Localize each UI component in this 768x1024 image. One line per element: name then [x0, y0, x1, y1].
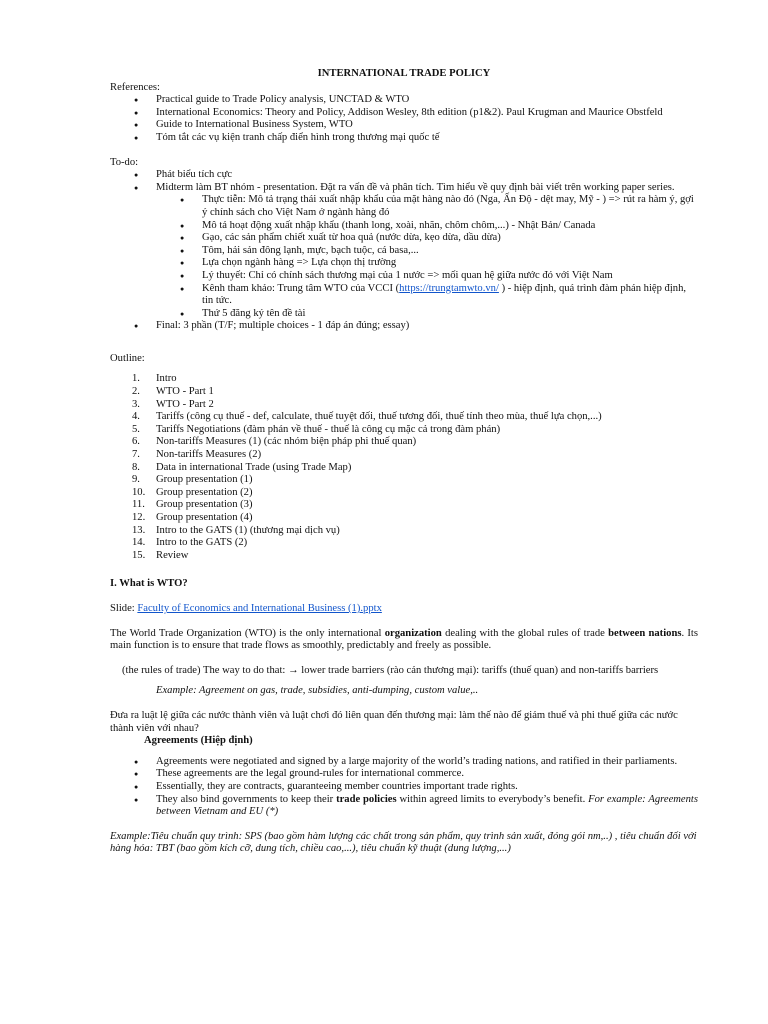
list-item: ● Tóm tắt các vụ kiện tranh chấp điển hình trong thương mại quốc tế	[110, 132, 698, 145]
agreements-list	[110, 756, 698, 819]
text-run: The World Trade Organization (WTO) is the only international	[110, 627, 385, 639]
references-heading: References:	[110, 81, 160, 93]
list-item: ● Agreements were negotiated and signed by a large majority of the world’s trading nations, and ratified in their parliaments.	[110, 756, 698, 769]
outline-item	[110, 411, 698, 424]
text-run: They also bind governments to keep their	[156, 793, 337, 805]
reference-channel-text: Kênh tham khảo: Trung tâm WTO của VCCI (	[202, 282, 400, 294]
text-run-bold: between nations	[608, 627, 682, 639]
outline-number: 1.	[132, 373, 140, 385]
list-item: ● Gạo, các sản phẩm chiết xuất từ hoa quả (nước dừa, kẹo dừa, dầu dừa)	[110, 232, 698, 245]
outline-number: 14.	[132, 537, 146, 549]
list-item: ● Thứ 5 đăng ký tên đề tài	[110, 308, 698, 321]
outline-text: Group presentation (2)	[156, 486, 253, 498]
list-item: ● Final: 3 phần (T/F; multiple choices - 1 đáp án đúng; essay)	[110, 320, 698, 333]
outline-number: 15.	[132, 549, 146, 561]
outline-text: Group presentation (4)	[156, 512, 253, 523]
example-standards: Example:Tiêu chuẩn quy trình: SPS (bao gồm hàm lượng các chất trong sản phẩm, quy trình sản xuất, đóng gói nm,..) , tiêu chuẩn đối với hàng hóa: TBT (bao gồm kích cỡ, dung tích, chiều cao,...), tiêu chuẩn kỹ thuật (dung lượng,...)	[110, 830, 697, 855]
list-item: ● Essentially, they are contracts, guaranteeing member countries important trade rights.	[110, 781, 698, 794]
trungtamwto-link[interactable]: https://trungtamwto.vn/	[399, 282, 499, 294]
outline-text: Intro to the GATS (1) (thương mại dịch vụ)	[156, 524, 340, 536]
todo-midterm-text: Midterm làm BT nhóm - presentation. Đặt ra vấn đề và phân tích. Tìm hiểu về quy định bài viết trên working paper series.	[156, 181, 675, 193]
slide-file-link[interactable]: Faculty of Economics and International Business (1).pptx	[137, 602, 382, 614]
outline-text: Group presentation (1)	[156, 474, 253, 486]
outline-text: WTO - Part 1	[156, 386, 214, 398]
agreements-heading: Agreements (Hiệp định)	[144, 735, 253, 747]
outline-number: 11.	[132, 499, 145, 511]
outline-item	[110, 436, 698, 449]
outline-number: 2.	[132, 386, 140, 398]
outline-item	[110, 525, 698, 538]
document-title: INTERNATIONAL TRADE POLICY	[317, 68, 491, 79]
outline-number: 12.	[132, 512, 146, 523]
text-run: within agreed limits to everybody’s benefit.	[396, 793, 589, 805]
outline-item	[110, 550, 698, 563]
outline-number: 5.	[132, 423, 140, 435]
list-item: ● Lựa chọn ngành hàng => Lựa chọn thị trường	[110, 257, 698, 270]
outline-number: 6.	[132, 436, 140, 448]
outline-text: Non-tariffs Measures (1) (các nhóm biện pháp phi thuế quan)	[156, 436, 417, 448]
outline-number: 4.	[132, 411, 140, 423]
todo-list	[110, 169, 698, 194]
slide-reference	[110, 603, 698, 616]
outline-number: 13.	[132, 524, 146, 536]
outline-item	[110, 462, 698, 475]
outline-text: Group presentation (3)	[156, 499, 253, 511]
list-item: ● International Economics: Theory and Policy, Addison Wesley, 8th edition (p1&2). Paul Krugman and Maurice Obstfeld	[110, 107, 698, 120]
outline-text: Tariffs Negotiations (đàm phán về thuế - thuế là công cụ mặc cả trong đàm phán)	[156, 423, 501, 435]
text-run-bold: organization	[384, 627, 442, 639]
outline-item	[110, 373, 698, 386]
list-item: ● Tôm, hải sản đông lạnh, mực, bạch tuộc, cá basa,...	[110, 245, 698, 258]
list-item: ● Phát biểu tích cực	[110, 169, 698, 182]
section-heading-what-is-wto: I. What is WTO?	[110, 578, 188, 590]
outline-item	[110, 449, 698, 462]
text-run: dealing with the global rules of trade	[441, 627, 609, 639]
list-item	[110, 182, 698, 195]
list-item: ● Thực tiễn: Mô tả trạng thái xuất nhập khẩu của mặt hàng nào đó (Nga, Ấn Độ - dệt may, Mỹ - ) => rút ra hàm ý, gợi ý chính sách cho Việt Nam ở ngành hàng đó	[110, 194, 698, 219]
list-item	[110, 283, 698, 308]
outline-item	[110, 499, 698, 512]
example-agreements: Example: Agreement on gas, trade, subsidies, anti-dumping, custom value,..	[156, 685, 479, 697]
list-item	[110, 794, 698, 819]
outline-text: Intro	[156, 373, 177, 385]
outline-text: Review	[156, 549, 189, 561]
list-item: ● Lý thuyết: Chỉ có chính sách thương mại của 1 nước => mối quan hệ giữa nước đó với Việt Nam	[110, 270, 698, 283]
outline-item	[110, 386, 698, 399]
todo-heading: To-do:	[110, 156, 139, 168]
text-run-italic: For example: Agreements between Vietnam and EU (*)	[156, 793, 698, 818]
list-item: ● These agreements are the legal ground-rules for international commerce.	[110, 768, 698, 781]
rules-question-paragraph: Đưa ra luật lệ giữa các nước thành viên và luật chơi đó liên quan đến thương mại: làm thế nào để giảm thuế và phi thuế giữa các nước thành viên với nhau?	[110, 709, 678, 734]
references-list	[110, 94, 698, 144]
outline-list	[110, 373, 698, 562]
outline-text: Intro to the GATS (2)	[156, 537, 248, 549]
outline-text: Non-tariffs Measures (2)	[156, 449, 262, 461]
slide-label: Slide:	[110, 602, 138, 614]
list-item: ● Mô tả hoạt động xuất nhập khẩu (thanh long, xoài, nhãn, chôm chôm,...) - Nhật Bản/ Canada	[110, 220, 698, 233]
outline-number: 3.	[132, 398, 140, 410]
outline-item	[110, 487, 698, 500]
trade-rules-paragraph: (the rules of trade) The way to do that: → lower trade barriers (rào cản thương mại): tariffs (thuế quan) and non-tariffs barriers	[122, 664, 659, 676]
outline-text: Tariffs (công cụ thuế - def, calculate, thuế tuyệt đối, thuế tương đối, thuế tính theo mùa, thuế lựa chọn,...)	[156, 411, 602, 423]
outline-item	[110, 424, 698, 437]
list-item: ● Practical guide to Trade Policy analysis, UNCTAD & WTO	[110, 94, 698, 107]
text-run: . Its main function is to ensure that trade flows as smoothly, predictably and freely as possible.	[110, 627, 698, 652]
outline-item	[110, 399, 698, 412]
outline-text: Data in international Trade (using Trade Map)	[156, 461, 352, 473]
outline-number: 9.	[132, 474, 140, 486]
outline-heading: Outline:	[110, 352, 145, 364]
outline-item	[110, 537, 698, 550]
outline-item	[110, 512, 698, 525]
outline-item	[110, 474, 698, 487]
reference-channel-suffix: ) - hiệp định, quá trình đàm phán hiệp định, tin tức.	[202, 282, 687, 307]
list-item: ● Guide to International Business System, WTO	[110, 119, 698, 132]
outline-number: 10.	[132, 486, 146, 498]
outline-number: 8.	[132, 461, 140, 473]
todo-sublist	[110, 194, 698, 320]
todo-final-list	[110, 320, 698, 333]
outline-text: WTO - Part 2	[156, 398, 214, 410]
wto-definition-paragraph	[110, 628, 698, 653]
outline-number: 7.	[132, 449, 140, 461]
text-run-bold: trade policies	[336, 793, 397, 805]
